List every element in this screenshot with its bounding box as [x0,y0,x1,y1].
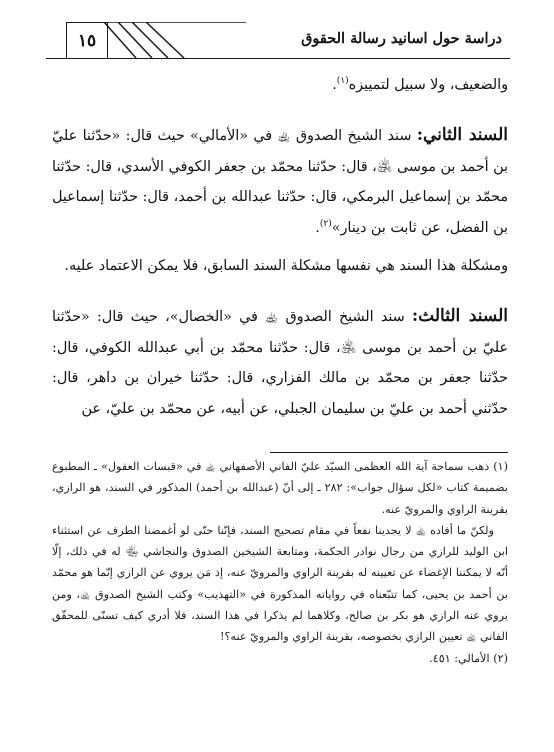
footnote-number: (٢) [493,651,508,665]
footnote-rule [270,452,508,453]
footnote-text: الأمالي: ٤٥١. [429,651,494,665]
paragraph-conclusion: ومشكلة هذا السند هي نفسها مشكلة السند السابق، فلا يمكن الاعتماد عليه. [64,258,508,275]
footnote-text: ذهب سماحة آية الله العظمى السيّد عليّ الفاني الأصفهاني ﵀ في «قبسات العقول» ـ المطبوع بضميمة كتاب «لكل سؤال جواب»: ٢٨٢ ـ إلى أنّ (عبدالله بن أحمد) المذكور في السند، هو الرازي، بقرينة الراوي والمرويّ عنه. [52,460,508,516]
footnote-ref: (٢) [319,218,332,229]
paragraph-second-chain: السند الثاني: سند الشيخ الصدوق ﵀ في «الأمالي» حيث قال: «حدّثنا عليّ بن أحمد بن موسى ﵁، قال: حدّثنا محمّد بن جعفر الكوفي الأسدي، قال: حدّثنا محمّد بن إسماعيل البرمكي، قال: حدّثنا عبدالله بن أحمد، قال: حدّثنا إسماعيل بن الفضل، عن ثابت بن دينار»$^{(٢)}$. [52,125,508,236]
section-lead: السند الثاني: [416,125,508,146]
section-lead: السند الثالث: [411,306,508,327]
footnote-ref: (١) [336,76,349,86]
page-number: ١٥ [66,22,108,59]
footnotes [52,456,508,669]
paragraph-third-chain [52,301,508,424]
paragraph-text: سند الشيخ الصدوق ﵀ في «الخصال»، حيث قال: «حدّثنا عليّ بن أحمد بن موسى ﵁، قال: حدّثنا محمّد بن أبي عبدالله الكوفي، قال: حدّثنا جعفر بن محمّد بن مالك الفزاري، قال: حدّثنا خيران بن داهر، قال: حدّثني أحمد بن عليّ بن سليمان الجبلي، عن أبيه، عن محمّد بن عليّ، عن [52,309,508,417]
footnote-1 [52,456,508,520]
paragraph-text: سند الشيخ الصدوق ﵀ في «الأمالي» حيث قال: «حدّثنا عليّ بن أحمد بن موسى ﵁، قال: حدّثنا محمّد بن جعفر الكوفي الأسدي، قال: حدّثنا محمّد بن إسماعيل البرمكي، قال: حدّثنا عبدالله بن أحمد، قال: حدّثنا إسماعيل بن الفضل، عن ثابت بن دينار» [52,128,508,236]
header-rule [46,58,510,59]
footnote-number: (١) [493,460,508,473]
footnote-1-continued: ولكنّ ما أفاده ﵀ لا يجدينا نفعاً في مقام تصحيح السند، فإنّنا حتّى لو أغمضنا الطرف عن استثناء ابن الوليد للرازي من رجال نوادر الحكمة، ومتابعة الشيخين الصدوق والنجاشي ﵄ له في ذلك، إلّا أنّه لا يمكننا الإغضاء عن تعيينه له بقرينة الراوي والمرويّ عنه، إذ مَن يروي عن الرازي إنّما هو محمّد بن أحمد بن يحيى، كما تتبّعناه في رواياته المذكورة في «التهذيب» وكتب الشيخ الصدوق ﵀، ومن يروي عنه الرازي هو بكر بن صالح، وكلاهما لم يذكرا في هذا السند، فلا أدري كيف تسنّى للمحقّق الفاني ﵀ تعيين الرازي بخصوصه، بقرينة الراوي والمرويّ عنه؟! [52,523,508,644]
paragraph-continuation: والضعيف، ولا سبيل لتمييزه$^{(١)}$. [332,76,508,93]
footnote-2 [52,648,508,669]
main-text [52,70,508,424]
header-ornament [96,22,246,60]
running-header-title: دراسة حول اسانيد رسالة الحقوق [301,30,502,47]
paragraph-text: والضعيف، ولا سبيل لتمييزه [348,77,508,93]
